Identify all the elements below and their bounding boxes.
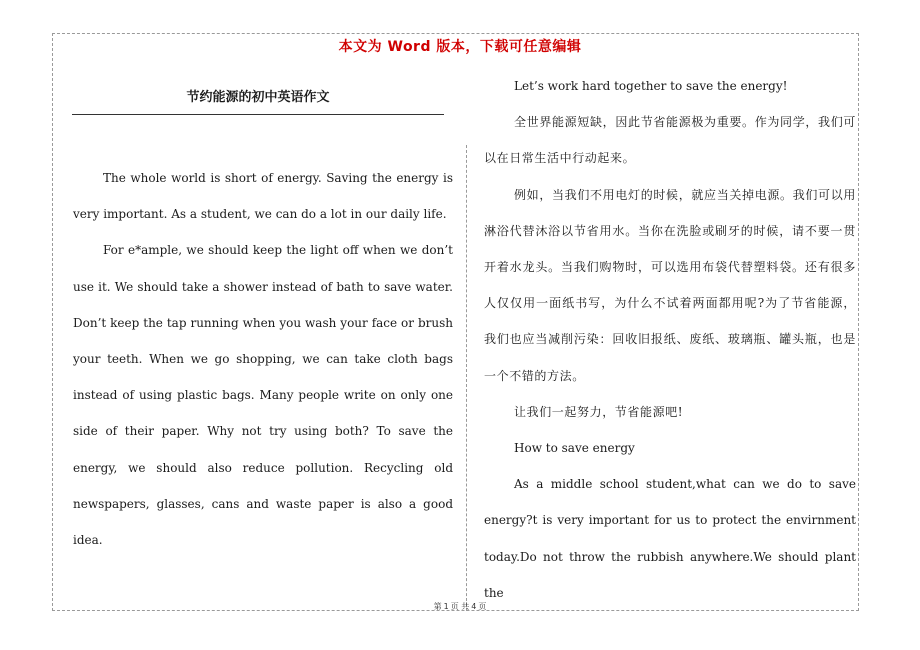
footer-prefix: 第 — [433, 602, 442, 611]
page-number: 1 — [443, 602, 449, 611]
footer-mid: 页 共 — [450, 602, 470, 611]
left-column — [73, 160, 453, 558]
document-title: 节约能源的初中英语作文 — [186, 90, 330, 105]
page-footer — [0, 601, 920, 612]
footer-suffix: 页 — [478, 602, 487, 611]
paragraph: The whole world is short of energy. Saving the energy is very important. As a student, we can do a lot in our daily life. — [73, 171, 453, 222]
paragraph: 让我们一起努力，节省能源吧! — [514, 404, 684, 419]
paragraph: As a middle school student,what can we do to save energy?t is very important for us to protect the envirnment today.Do not throw the rubbish anywhere.We should plant the — [484, 477, 856, 600]
right-column — [484, 68, 856, 611]
paragraph: How to save energy — [514, 441, 635, 456]
word-version-notice: 本文为 Word 版本，下载可任意编辑 — [338, 39, 582, 55]
page-total: 4 — [471, 602, 477, 611]
paragraph: 全世界能源短缺，因此节省能源极为重要。作为同学，我们可以在日常生活中行动起来。 — [484, 115, 856, 166]
paragraph: 例如，当我们不用电灯的时候，就应当关掉电源。我们可以用淋浴代替沐浴以节省用水。当你在洗脸或刷牙的时候，请不要一贯开着水龙头。当我们购物时，可以选用布袋代替塑料袋。还有很多人仅仅用一面纸书写，为什么不试着两面都用呢?为了节省能源，我们也应当减削污染：回收旧报纸、废纸、玻璃瓶、罐头瓶，也是一个不错的方法。 — [484, 187, 856, 383]
column-divider — [466, 145, 467, 611]
paragraph: For e*ample, we should keep the light off when we don’t use it. We should take a shower instead of bath to save water. Don’t keep the tap running when you wash your face or brush your teeth. When we go shopping, we can take cloth bags instead of using plastic bags. Many people write on only one side of their paper. Why not try using both? To save the energy, we should also reduce pollution. Recycling old newspapers, glasses, cans and waste paper is also a good idea. — [73, 243, 453, 548]
title-underline — [72, 114, 444, 115]
paragraph: Let’s work hard together to save the energy! — [514, 79, 788, 93]
